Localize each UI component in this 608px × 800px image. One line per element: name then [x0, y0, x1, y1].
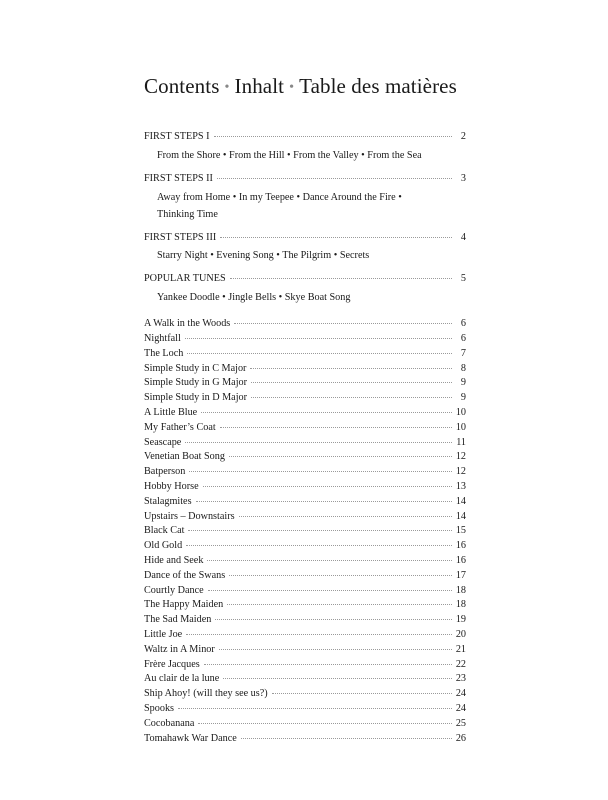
toc-entry-page-number: 16 [455, 540, 466, 552]
toc-entry-page-number: 2 [460, 131, 466, 142]
toc-entry[interactable] [144, 672, 466, 687]
toc-entry[interactable] [144, 628, 466, 643]
toc-entry-page-number: 9 [460, 392, 466, 404]
dot-leader [186, 633, 452, 635]
toc-entry-page-number: 10 [455, 406, 466, 418]
toc-section-contents-line: From the Shore • From the Hill • From the Valley • From the Sea [157, 149, 422, 161]
toc-entry-page-number: 24 [455, 702, 466, 714]
toc-entry-title: Batperson [144, 466, 186, 478]
toc-entry[interactable] [144, 495, 466, 510]
toc-entry-title: Hobby Horse [144, 480, 199, 492]
dot-leader [250, 367, 452, 369]
toc-entry[interactable] [144, 406, 466, 421]
toc-entry-title: Seascape [144, 436, 182, 448]
toc-section-contents [144, 245, 466, 264]
toc-entry-title: Courtly Dance [144, 584, 204, 596]
toc-section [144, 172, 466, 223]
toc-entry-title: The Sad Maiden [144, 614, 212, 626]
toc-entry-page-number: 20 [455, 628, 466, 640]
toc-entry[interactable] [144, 539, 466, 554]
title-inhalt: Inhalt [234, 74, 285, 98]
toc-section-contents-line: Starry Night • Evening Song • The Pilgrim • Secrets [157, 250, 370, 262]
toc-section-contents [144, 287, 466, 306]
toc-section-contents-line: Yankee Doodle • Jingle Bells • Skye Boat Song [157, 292, 351, 304]
toc-entry[interactable] [144, 450, 466, 465]
dot-leader [220, 426, 452, 428]
toc-entry[interactable] [144, 687, 466, 702]
toc-entry-title: POPULAR TUNES [144, 273, 226, 285]
dot-leader [204, 663, 452, 665]
page-title [144, 74, 457, 99]
toc-entry-title: FIRST STEPS II [144, 172, 213, 184]
toc-entry-title: FIRST STEPS III [144, 231, 217, 243]
toc-section-contents [144, 145, 466, 164]
dot-leader [186, 544, 452, 546]
dot-leader [220, 236, 452, 238]
toc-entry-page-number: 6 [460, 318, 466, 330]
dot-leader [234, 322, 452, 324]
toc-entry[interactable] [144, 362, 466, 377]
toc-entry-page-number: 18 [455, 584, 466, 596]
toc-entry-page-number: 10 [455, 421, 466, 433]
toc-entry-title: A Walk in the Woods [144, 318, 231, 330]
toc-entry-page-number: 19 [455, 614, 466, 626]
toc-entry-page-number: 26 [455, 732, 466, 744]
dot-leader [196, 500, 452, 502]
toc-entry-title: Waltz in A Minor [144, 643, 215, 655]
dot-leader [223, 677, 452, 679]
toc-entry[interactable] [144, 598, 466, 613]
toc-entry[interactable] [144, 332, 466, 347]
toc-entry-page-number: 14 [455, 510, 466, 522]
toc-entry[interactable] [144, 524, 466, 539]
toc-entry-title: The Loch [144, 347, 184, 359]
dot-leader [229, 455, 452, 457]
toc-entry-title: Black Cat [144, 525, 185, 537]
dot-leader [188, 529, 451, 531]
toc-entry[interactable] [144, 569, 466, 584]
toc-entry-title: Simple Study in G Major [144, 377, 248, 389]
toc-entry[interactable] [144, 421, 466, 436]
toc-entry-title: Hide and Seek [144, 554, 204, 566]
toc-entry-title: A Little Blue [144, 406, 198, 418]
toc-entry-page-number: 3 [460, 172, 466, 184]
toc-entry-page-number: 11 [456, 436, 466, 448]
toc-entry-title: My Father’s Coat [144, 421, 216, 433]
toc-entry-page-number: 17 [455, 569, 466, 581]
toc-entry-page-number: 7 [460, 347, 466, 359]
toc-entry[interactable] [144, 643, 466, 658]
toc-entry-title: Old Gold [144, 540, 183, 552]
dot-leader [208, 589, 452, 591]
dot-leader [187, 352, 452, 354]
toc-entry-title: FIRST STEPS I [144, 131, 210, 142]
toc-entry-title: Upstairs – Downstairs [144, 510, 235, 522]
dot-leader [227, 603, 452, 605]
toc-section-contents-line: Away from Home • In my Teepee • Dance Around the Fire • [157, 191, 402, 203]
toc-section-heading[interactable] [144, 231, 466, 246]
toc-entry[interactable] [144, 510, 466, 525]
toc-entry-page-number: 14 [455, 495, 466, 507]
toc-entry-title: Au clair de la lune [144, 673, 220, 685]
dot-leader [198, 722, 451, 724]
toc-entry-title: Simple Study in C Major [144, 362, 247, 374]
dot-leader [201, 411, 452, 413]
dot-leader [272, 692, 452, 694]
dot-leader [217, 177, 452, 179]
toc-section-contents [144, 187, 466, 223]
dot-leader [178, 707, 452, 709]
toc-entry-page-number: 8 [460, 362, 466, 374]
toc-entry[interactable] [144, 376, 466, 391]
dot-leader [241, 737, 452, 739]
title-table-des-matieres: Table des matières [299, 74, 457, 98]
dot-leader [230, 277, 452, 279]
dot-leader [219, 648, 452, 650]
toc-entry-title: Tomahawk War Dance [144, 732, 237, 744]
toc-entry-page-number: 12 [455, 466, 466, 478]
toc-section [144, 231, 466, 265]
toc-entry-title: Little Joe [144, 628, 183, 640]
toc-entry-page-number: 6 [460, 332, 466, 344]
title-contents: Contents [144, 74, 220, 98]
toc-entry-page-number: 12 [455, 451, 466, 463]
toc-entry-page-number: 5 [460, 273, 466, 285]
toc-entry-page-number: 24 [455, 688, 466, 700]
title-separator: • [224, 80, 230, 95]
toc-entry-page-number: 22 [455, 658, 466, 670]
toc-entry[interactable] [144, 554, 466, 569]
toc-entry-title: Stalagmites [144, 495, 192, 507]
toc-entry-title: The Happy Maiden [144, 599, 224, 611]
toc-entry[interactable] [144, 480, 466, 495]
toc-entry-page-number: 25 [455, 717, 466, 729]
toc-entry[interactable] [144, 702, 466, 717]
toc-section-heading[interactable] [144, 130, 466, 145]
toc-entry[interactable] [144, 613, 466, 628]
toc-section-heading[interactable] [144, 172, 466, 187]
dot-leader [185, 441, 452, 443]
toc-section-contents-line: Thinking Time [157, 208, 218, 220]
toc-entry-title: Dance of the Swans [144, 569, 226, 581]
toc-entry-page-number: 15 [455, 525, 466, 537]
toc-section [144, 130, 466, 164]
toc-entry-page-number: 16 [455, 554, 466, 566]
toc-section-heading[interactable] [144, 272, 466, 287]
toc-entry-page-number: 18 [455, 599, 466, 611]
dot-leader [203, 485, 452, 487]
toc-entry[interactable] [144, 717, 466, 732]
toc-entry-title: Ship Ahoy! (will they see us?) [144, 688, 268, 700]
toc-entry-page-number: 9 [460, 377, 466, 389]
toc-entry[interactable] [144, 465, 466, 480]
toc-entry-title: Spooks [144, 702, 175, 714]
toc-entry-page-number: 23 [455, 673, 466, 685]
toc-entry-page-number: 4 [460, 231, 466, 243]
dot-leader [251, 396, 452, 398]
dot-leader [215, 618, 451, 620]
toc-entry[interactable] [144, 732, 466, 747]
table-of-contents [144, 130, 466, 746]
toc-entry[interactable] [144, 584, 466, 599]
toc-entry-page-number: 13 [455, 480, 466, 492]
toc-entry-title: Frère Jacques [144, 658, 200, 670]
dot-leader [214, 135, 453, 137]
dot-leader [207, 559, 451, 561]
toc-entry-page-number: 21 [455, 643, 466, 655]
dot-leader [189, 470, 452, 472]
toc-entry[interactable] [144, 658, 466, 673]
dot-leader [229, 574, 452, 576]
dot-leader [185, 337, 452, 339]
toc-entry[interactable] [144, 317, 466, 332]
toc-entry-title: Venetian Boat Song [144, 451, 225, 463]
toc-entry-title: Simple Study in D Major [144, 392, 248, 404]
toc-entry[interactable] [144, 436, 466, 451]
toc-entry-title: Cocobanana [144, 717, 195, 729]
toc-section [144, 272, 466, 306]
toc-entry[interactable] [144, 347, 466, 362]
toc-entry-title: Nightfall [144, 332, 181, 344]
title-separator: • [289, 80, 295, 95]
dot-leader [239, 515, 452, 517]
toc-entry[interactable] [144, 391, 466, 406]
dot-leader [251, 381, 452, 383]
